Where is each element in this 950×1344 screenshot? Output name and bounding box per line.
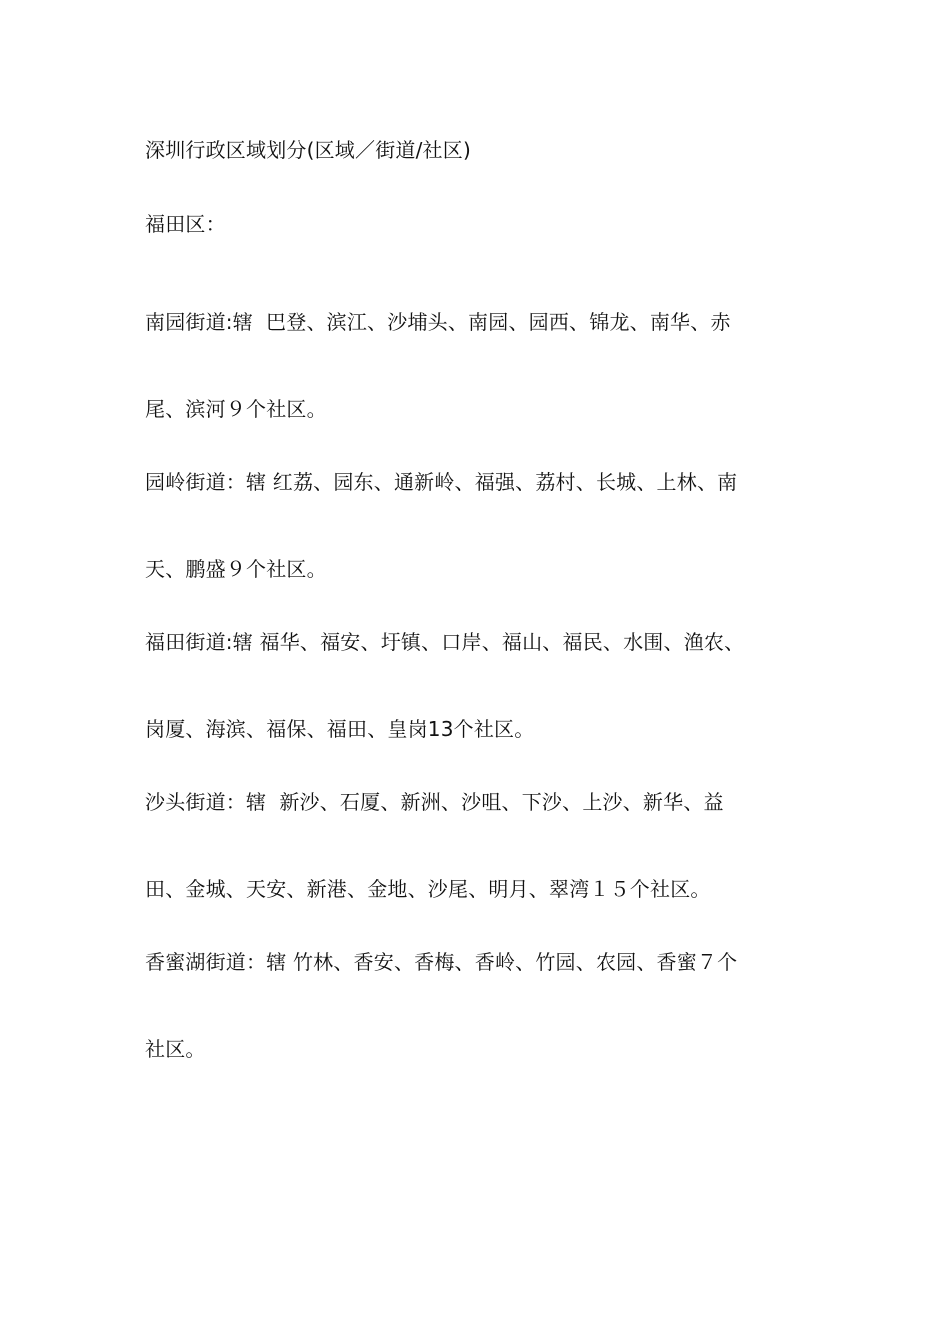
- district-heading: 福田区：: [145, 212, 226, 236]
- document-title: 深圳行政区域划分(区域／街道/社区): [145, 138, 471, 162]
- street-xiangmihu-line1: 香蜜湖街道：辖 竹林、香安、香梅、香岭、竹园、农园、香蜜７个: [145, 950, 738, 974]
- street-yuanling-line1: 园岭街道：辖 红荔、园东、通新岭、福强、荔村、长城、上林、南: [145, 470, 738, 494]
- street-shatou-line1: 沙头街道：辖 新沙、石厦、新洲、沙咀、下沙、上沙、新华、益: [145, 790, 724, 814]
- street-yuanling-line2: 天、鹏盛９个社区。: [145, 557, 327, 581]
- street-futian-line1: 福田街道:辖 福华、福安、圩镇、口岸、福山、福民、水围、渔农、: [145, 630, 745, 654]
- street-xiangmihu-line2: 社区。: [145, 1037, 206, 1061]
- street-nanyuan-line2: 尾、滨河９个社区。: [145, 397, 327, 421]
- street-futian-line2: 岗厦、海滨、福保、福田、皇岗13个社区。: [145, 717, 535, 741]
- street-shatou-line2: 田、金城、天安、新港、金地、沙尾、明月、翠湾１５个社区。: [145, 877, 711, 901]
- street-nanyuan-line1: 南园街道:辖 巴登、滨江、沙埔头、南园、园西、锦龙、南华、赤: [145, 310, 731, 334]
